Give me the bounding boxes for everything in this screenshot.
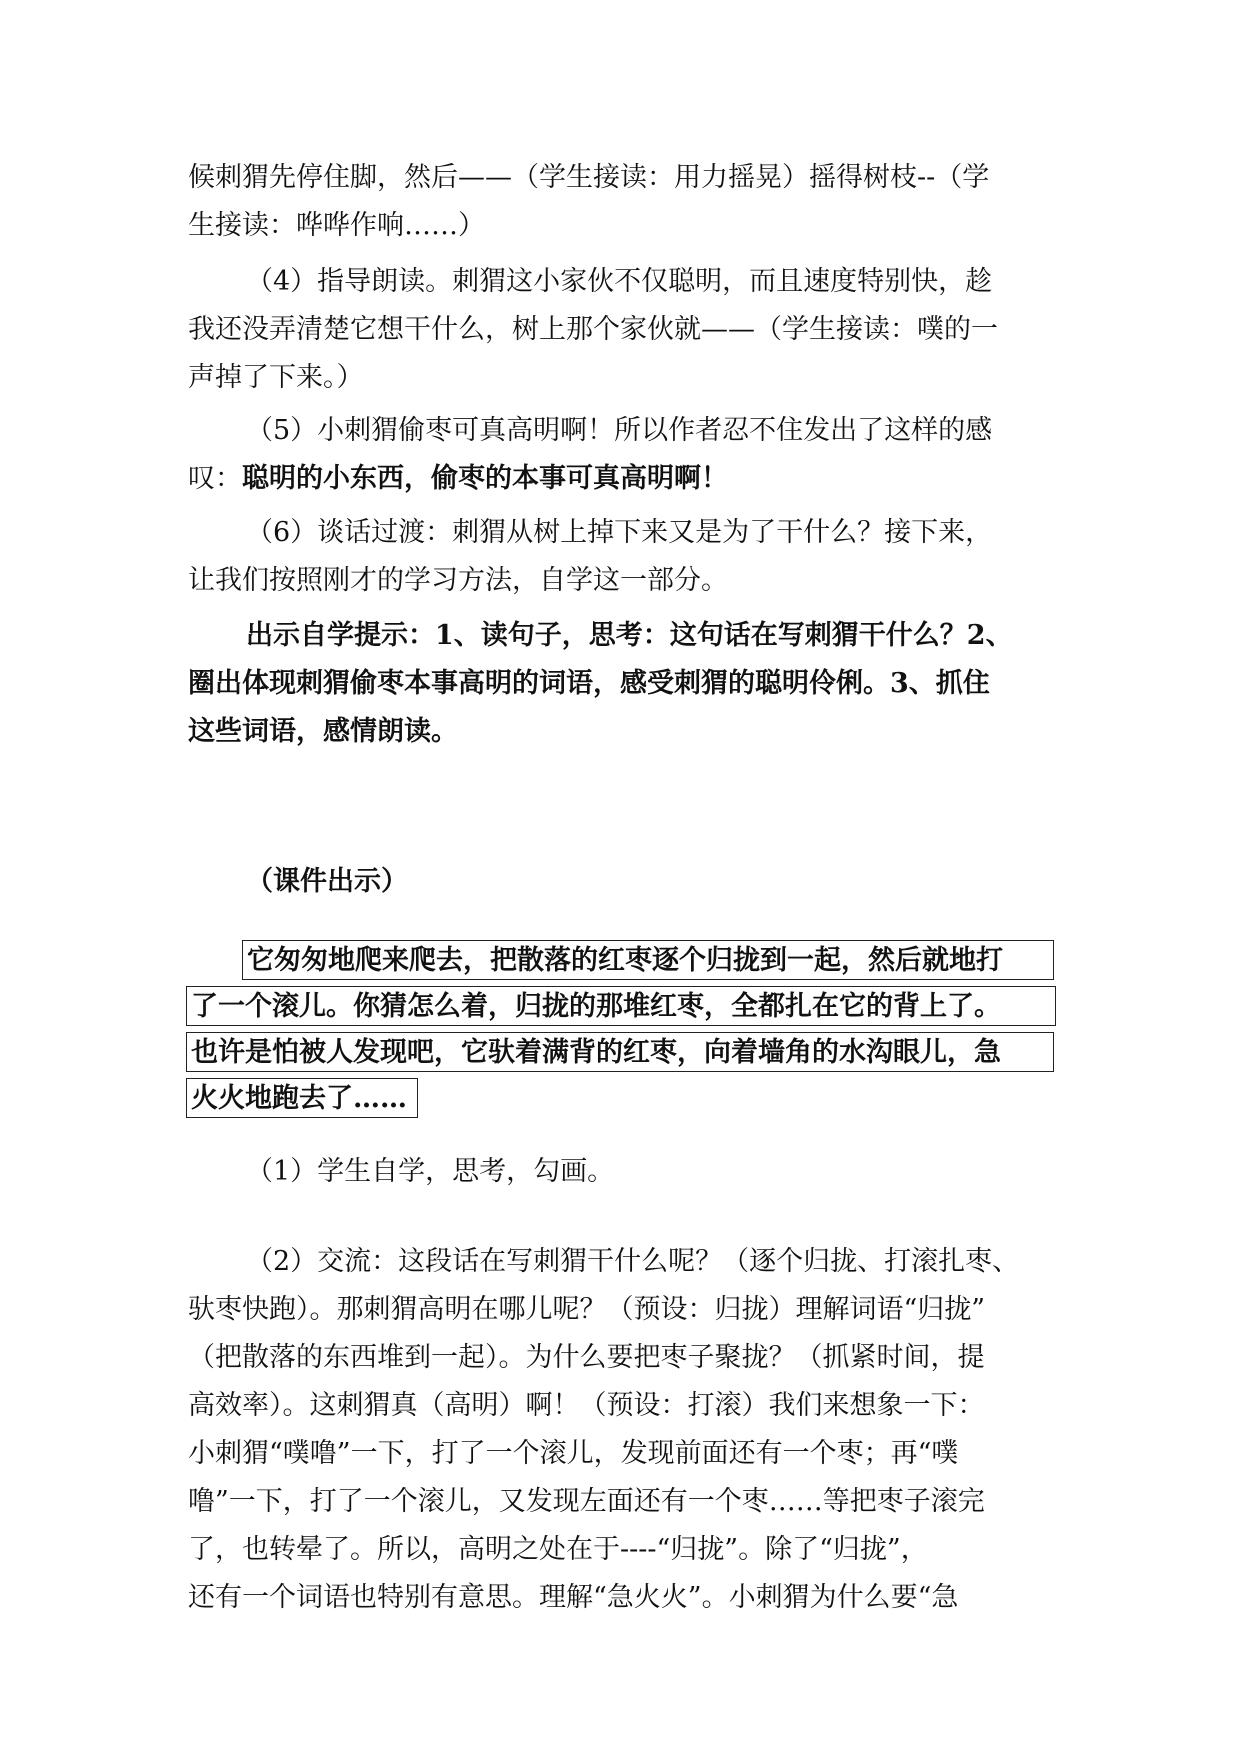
text-plain: 叹： bbox=[188, 463, 242, 494]
paragraph-step-4 bbox=[188, 258, 1058, 402]
text-line: 候刺猬先停住脚，然后——（学生接读：用力摇晃）摇得树枝--（学 bbox=[188, 162, 990, 193]
boxed-line: 了一个滚儿。你猜怎么着，归拢的那堆红枣，全都扎在它的背上了。 bbox=[186, 986, 1056, 1026]
text-line: （把散落的东西堆到一起）。为什么要把枣子聚拢？（抓紧时间，提 bbox=[188, 1342, 985, 1373]
paragraph-step-6 bbox=[188, 509, 1058, 605]
text-line: 这些词语，感情朗读。 bbox=[188, 716, 458, 747]
text-line: （5）小刺猬偷枣可真高明啊！所以作者忍不住发出了这样的感 bbox=[246, 415, 993, 446]
boxed-line: 也许是怕被人发现吧，它驮着满背的红枣，向着墙角的水沟眼儿，急 bbox=[186, 1032, 1054, 1072]
text-line: （2）交流：这段话在写刺猬干什么呢？（逐个归拢、打滚扎枣、 bbox=[246, 1246, 1020, 1277]
paragraph-step-5 bbox=[188, 407, 1058, 503]
text-line: 圈出体现刺猬偷枣本事高明的词语，感受刺猬的聪明伶俐。3、抓住 bbox=[188, 668, 990, 699]
text-line: 高效率）。这刺猬真（高明）啊！（预设：打滚）我们来想象一下： bbox=[188, 1390, 985, 1421]
text-line bbox=[188, 455, 1058, 503]
text-line: （课件出示） bbox=[246, 866, 408, 897]
courseware-label bbox=[188, 858, 1058, 906]
text-line: （1）学生自学，思考，勾画。 bbox=[246, 1156, 615, 1187]
boxed-line: 它匆匆地爬来爬去，把散落的红枣逐个归拢到一起，然后就地打 bbox=[242, 940, 1054, 980]
text-line: 让我们按照刚才的学习方法，自学这一部分。 bbox=[188, 565, 728, 596]
text-line: 了，也转晕了。所以，高明之处在于----“归拢”。除了“归拢”， bbox=[188, 1534, 928, 1565]
paragraph-step-1 bbox=[188, 1148, 1058, 1196]
text-line: 声掉了下来。） bbox=[188, 362, 364, 393]
paragraph-step-2 bbox=[188, 1238, 1058, 1622]
paragraph-continuation bbox=[188, 154, 1058, 250]
text-line: （6）谈话过渡：刺猬从树上掉下来又是为了干什么？接下来， bbox=[246, 517, 993, 548]
text-line: 还有一个词语也特别有意思。理解“急火火”。小刺猬为什么要“急 bbox=[188, 1582, 959, 1613]
text-line: 出示自学提示：1、读句子，思考：这句话在写刺猬干什么？2、 bbox=[246, 620, 1013, 651]
text-line: （4）指导朗读。刺猬这小家伙不仅聪明，而且速度特别快，趁 bbox=[246, 266, 993, 297]
text-line: 小刺猬“噗噜”一下，打了一个滚儿，发现前面还有一个枣；再“噗 bbox=[188, 1438, 959, 1469]
self-study-hint bbox=[188, 612, 1058, 756]
text-line: 我还没弄清楚它想干什么，树上那个家伙就——（学生接读：噗的一 bbox=[188, 314, 998, 345]
text-line: 驮枣快跑）。那刺猬高明在哪儿呢？（预设：归拢）理解词语“归拢” bbox=[188, 1294, 986, 1325]
text-line: 生接读：哗哗作响……） bbox=[188, 210, 485, 241]
text-line: 噜”一下，打了一个滚儿，又发现左面还有一个枣……等把枣子滚完 bbox=[188, 1486, 985, 1517]
boxed-line: 火火地跑去了…… bbox=[186, 1078, 418, 1118]
bold-quote: 聪明的小东西，偷枣的本事可真高明啊！ bbox=[242, 463, 728, 494]
